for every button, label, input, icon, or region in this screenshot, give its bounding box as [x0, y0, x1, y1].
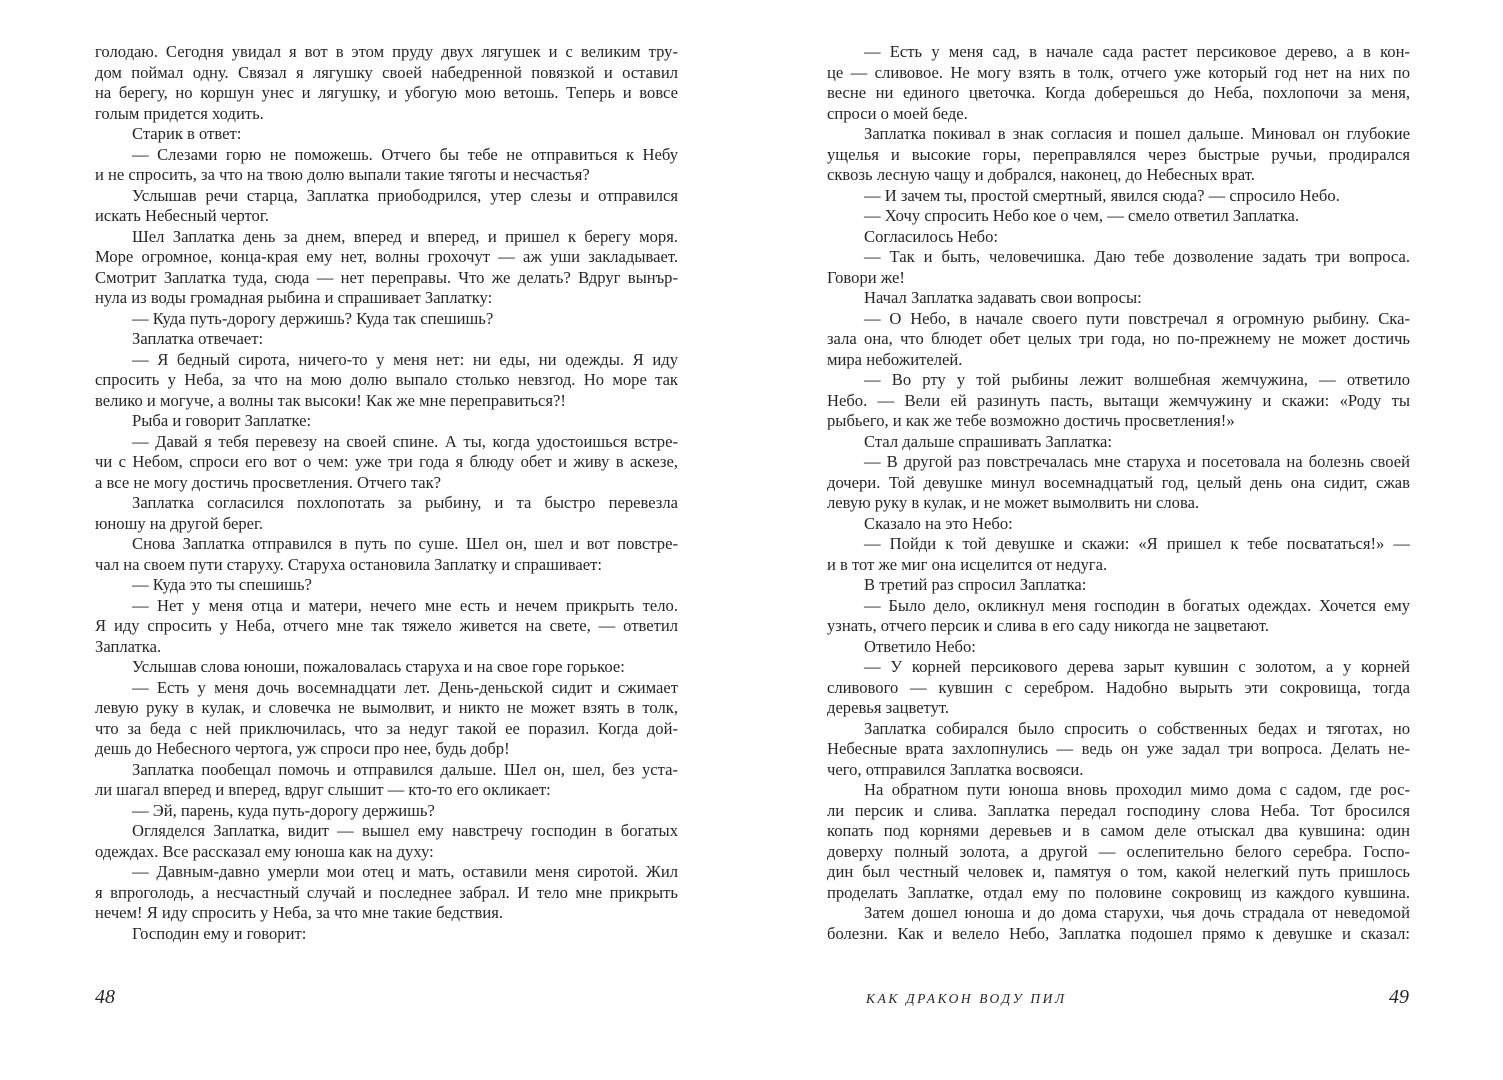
text-line: спроси о моей беде. [827, 103, 968, 123]
text-line: Смотрит Заплатка туда, сюда — нет переправы. Что же делать? Вдруг вынър- [95, 267, 678, 287]
text-line: чал на своем пути старуху. Старуха остановила Заплатку и спрашивает: [95, 554, 602, 574]
text-line: Заплатка согласился похлопотать за рыбину, и та быстро перевезла [132, 493, 678, 512]
text-line: велико и могуче, а волны так высоки! Как же мне переправиться?! [95, 390, 566, 410]
text-line: копать под корнями деревьев и в самом деле отыскал два кувшина: один [827, 821, 1410, 840]
text-line: сквозь лесную чащу и добрался, наконец, до Небесных врат. [827, 165, 1255, 184]
text-line: Начал Заплатка задавать свои вопросы: [864, 288, 1142, 307]
text-line: — Давным-давно умерли мои отец и мать, оставили меня сиротой. Жил [132, 862, 678, 881]
text-line: дин был честный человек и, памятуя о том, какой нелегкий путь пришлось [827, 862, 1410, 881]
text-line: — Есть у меня сад, в начале сада растет персиковое дерево, а в кон- [864, 42, 1410, 61]
running-head: КАК ДРАКОН ВОДУ ПИЛ [866, 991, 1067, 1006]
text-line: Заплатка отвечает: [132, 329, 264, 348]
text-line: голым придется ходить. [95, 103, 264, 123]
left-page-text [95, 42, 678, 944]
text-line: Заплатка. [95, 636, 162, 656]
text-line: — У корней персикового дерева зарыт кувшин с золотом, а у корней [864, 657, 1410, 676]
text-line: — Хочу спросить Небо кое о чем, — смело ответил Заплатка. [864, 206, 1300, 225]
text-line: одеждах. Все рассказал ему юноша как на духу: [95, 841, 434, 861]
text-line: — Я бедный сирота, ничего-то у меня нет: ни еды, ни одежды. Я иду [132, 349, 678, 369]
text-line: чи с Небом, спроси его вот о чем: уже три года я блюду обет и живу в аскезе, [95, 452, 678, 471]
text-line: искать Небесный чертог. [95, 206, 269, 225]
text-line: Старик в ответ: [132, 124, 242, 143]
text-line: левую руку в кулак, и словечка не вымолвит, и никто не может взять в толк, [95, 698, 678, 717]
text-line: На обратном пути юноша вновь проходил мимо дома с садом, где рос- [864, 780, 1410, 799]
text-line: проделать Заплатке, отдал ему по половине сокровищ из каждого кувшина. [827, 882, 1410, 902]
text-line: Небесные врата захлопнулись — ведь он уже задал три вопроса. Делать не- [827, 739, 1410, 758]
text-line: Сказало на это Небо: [864, 513, 1013, 533]
text-line: ли шагал вперед и вперед, вдруг слышит — кто-то его окликает: [95, 780, 551, 799]
text-line: Затем дошел юноша и до дома старухи, чья дочь страдала от неведомой [864, 903, 1410, 922]
text-line: я впроголодь, а несчастный случай и последнее забрал. И тело мне прикрыть [95, 882, 678, 902]
text-line: нула из воды громадная рыбина и спрашивает Заплатку: [95, 288, 493, 307]
text-line: сливового — кувшин с серебром. Надобно вырыть эти сокровища, тогда [827, 677, 1410, 697]
text-line: — И зачем ты, простой смертный, явился сюда? — спросило Небо. [864, 185, 1340, 205]
text-line: Стал дальше спрашивать Заплатка: [864, 431, 1113, 451]
text-line: Я иду спросить у Неба, отчего мне так тяжело живется на свете, — ответил [95, 616, 678, 635]
text-line: на берегу, но коршун унес и лягушку, и убогую мою ветошь. Теперь и вовсе [95, 83, 678, 102]
text-line: В третий раз спросил Заплатка: [864, 575, 1087, 594]
text-line: Ответило Небо: [864, 636, 976, 656]
text-line: спросить у Неба, за что на мою долю выпало столько невзгод. Но море так [95, 370, 678, 389]
text-line: Согласилось Небо: [864, 226, 998, 246]
text-line: дешь до Небесного чертога, уж спроси про нее, будь добр! [95, 739, 510, 758]
text-line: деревья зацветут. [827, 698, 950, 717]
text-line: Рыба и говорит Заплатке: [132, 411, 312, 430]
text-line: — О Небо, в начале своего пути повстречал я огромную рыбину. Ска- [864, 308, 1410, 328]
text-line: Заплатка покивал в знак согласия и пошел дальше. Миновал он глубокие [864, 124, 1410, 143]
text-line: что за беда с ней приключилась, что за недуг такой ее поразил. Когда дой- [95, 718, 678, 738]
text-line: Услышав слова юноши, пожаловалась старуха и на свое горе горькое: [132, 657, 625, 676]
text-line: Шел Заплатка день за днем, вперед и вперед, и пришел к берегу моря. [132, 226, 678, 246]
text-line: — Есть у меня дочь восемнадцати лет. День-деньской сидит и сжимает [132, 677, 678, 697]
text-line: а все не могу достичь просветления. Отчего так? [95, 472, 442, 492]
left-page-number: 48 [95, 986, 115, 1008]
text-line: ущелья и высокие горы, переправлялся через быстрые ручьи, продирался [827, 144, 1410, 164]
text-line: весне ни единого цветочка. Когда доберешься до Неба, похлопочи за меня, [827, 83, 1410, 102]
text-line: нечем! Я иду спросить у Неба, за что мне такие бедствия. [95, 903, 504, 922]
text-line: юношу на другой берег. [95, 513, 264, 533]
text-line: — Так и быть, человечишка. Даю тебе дозволение задать три вопроса. [864, 247, 1410, 266]
text-line: — Во рту у той рыбины лежит волшебная жемчужина, — ответило [864, 370, 1410, 389]
text-line: левую руку в кулак, и не может вымолвить ни слова. [827, 493, 1200, 512]
text-line: и в тот же миг она исцелится от недуга. [827, 554, 1108, 574]
text-line: Говори же! [827, 267, 905, 287]
text-line: Услышав речи старца, Заплатка приободрился, утер слезы и отправился [132, 185, 678, 205]
text-line: — Пойди к той девушке и скажи: «Я пришел к тебе посвататься!» — [864, 534, 1410, 553]
text-line: голодаю. Сегодня увидал я вот в этом пруду двух лягушек и с великим тру- [95, 42, 678, 61]
text-line: — Было дело, окликнул меня господин в богатых одеждах. Хочется ему [864, 595, 1410, 615]
text-line: Господин ему и говорит: [132, 923, 307, 943]
text-line: дом поймал одну. Связал я лягушку своей набедренной повязкой и оставил [95, 62, 678, 82]
text-line: Заплатка пообещал помочь и отправился дальше. Шел он, шел, без уста- [132, 759, 678, 779]
text-line: — Давай я тебя перевезу на своей спине. А ты, когда удостоишься встре- [132, 431, 678, 451]
text-line: — В другой раз повстречалась мне старуха и посетовала на болезнь своей [864, 452, 1410, 471]
text-line: Заплатка собирался было спросить о собственных бедах и тяготах, но [864, 718, 1410, 738]
text-line: зала она, что блюдет обет целых три года, но по-прежнему не может достичь [827, 329, 1410, 348]
text-line: — Куда путь-дорогу держишь? Куда так спешишь? [132, 308, 494, 328]
text-line: рыбьего, и как же тебе возможно достичь просветления!» [827, 411, 1235, 430]
text-line: Снова Заплатка отправился в путь по суше. Шел он, шел и вот повстре- [132, 534, 678, 553]
text-line: це — сливовое. Не могу взять в толк, отчего уже который год нет на них по [827, 62, 1410, 82]
text-line: чего, отправился Заплатка восвояси. [827, 759, 1084, 779]
text-line: — Слезами горю не поможешь. Отчего бы тебе не отправиться к Небу [132, 144, 678, 164]
text-line: Небо. — Вели ей разинуть пасть, вытащи жемчужину и скажи: «Роду ты [827, 390, 1410, 410]
text-line: доверху полный золота, а другой — ослепительно белого серебра. Госпо- [827, 841, 1410, 861]
text-line: Огляделся Заплатка, видит — вышел ему навстречу господин в богатых [132, 821, 678, 840]
text-line: — Эй, парень, куда путь-дорогу держишь? [132, 800, 435, 820]
text-line: — Куда это ты спешишь? [132, 575, 312, 594]
text-line: мира небожителей. [827, 349, 963, 369]
text-line: — Нет у меня отца и матери, нечего мне есть и нечем прикрыть тело. [132, 595, 678, 615]
text-line: болезни. Как и велело Небо, Заплатка подошел прямо к девушке и сказал: [827, 923, 1410, 943]
text-line: и не спросить, за что на твою долю выпали такие тяготы и несчастья? [95, 165, 590, 184]
right-page-number: 49 [1389, 986, 1409, 1008]
text-line: узнать, отчего персик и слива в его саду никогда не зацветают. [827, 616, 1270, 635]
text-line: дочери. Той девушке минул восемнадцатый год, целый день она сидит, сжав [827, 472, 1410, 492]
text-line: Море огромное, конца-края ему нет, волны грохочут — аж уши закладывает. [95, 247, 678, 266]
text-line: ли персик и слива. Заплатка передал господину слова Неба. Тот бросился [827, 800, 1410, 820]
right-page-text [827, 42, 1410, 944]
